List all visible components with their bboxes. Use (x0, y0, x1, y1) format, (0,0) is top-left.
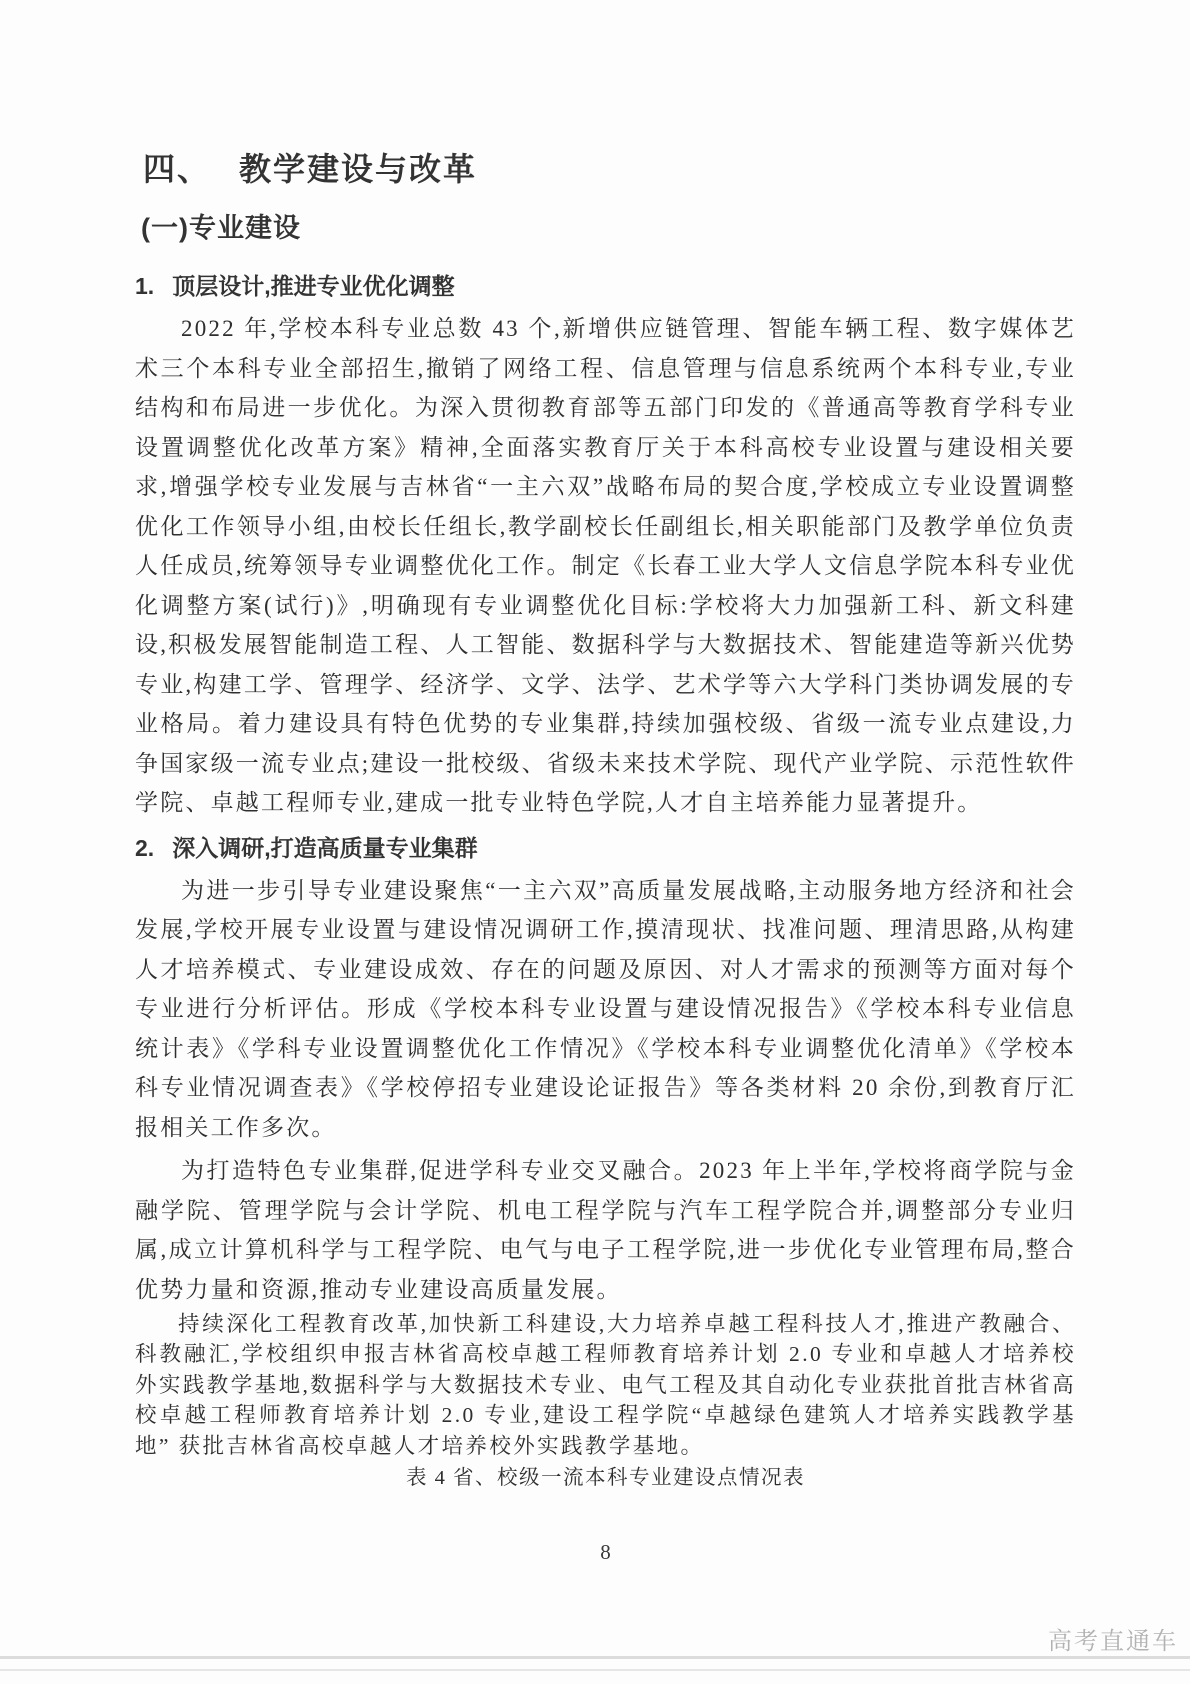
table-caption: 表 4 省、校级一流本科专业建设点情况表 (406, 1467, 805, 1490)
numbered-heading-1-text: 顶层设计,推进专业优化调整 (172, 273, 455, 299)
section-heading (143, 150, 1076, 188)
page-number: 8 (600, 1540, 611, 1564)
body-paragraph-4: 持续深化工程教育改革,加快新工科建设,大力培养卓越工程科技人才,推进产教融合、科教融汇,学校组织申报吉林省高校卓越工程师教育培养计划 2.0 专业和卓越人才培养校外实践教学基地,数据科学与大数据技术专业、电气工程及其自动化专业获批首批吉林省高校卓越工程师教育培养计划 2.0 专业,建设工程学院“卓越绿色建筑人才培养实践教学基地” 获批吉林省高校卓越人才培养校外实践教学基地。 (135, 1312, 1076, 1458)
footer-divider-line-bottom (0, 1669, 1190, 1671)
numbered-heading-2-text: 深入调研,打造高质量专业集群 (172, 834, 478, 861)
body-paragraph-2: 为进一步引导专业建设聚焦“一主六双”高质量发展战略,主动服务地方经济和社会发展,学校开展专业设置与建设情况调研工作,摸清现状、找准问题、理清思路,从构建人才培养模式、专业建设成效、存在的问题及原因、对人才需求的预测等方面对每个专业进行分析评估。形成《学校本科专业设置与建设情况报告》《学校本科专业信息统计表》《学科专业设置调整优化工作情况》《学校本科专业调整优化清单》《学校本科专业情况调查表》《学校停招专业建设论证报告》等各类材料 20 余份,到教育厅汇报相关工作多次。 (135, 877, 1076, 1140)
numbered-heading-2 (135, 833, 1076, 863)
numbered-heading-2-number: 2. (135, 834, 155, 861)
body-paragraph-3: 为打造特色专业集群,促进学科专业交叉融合。2023 年上半年,学校将商学院与金融学院、管理学院与会计学院、机电工程学院与汽车工程学院合并,调整部分专业归属,成立计算机科学与工程学院、电气与电子工程学院,进一步优化专业管理布局,整合优势力量和资源,推动专业建设高质量发展。 (135, 1158, 1076, 1302)
subsection-heading: (一)专业建设 (141, 213, 301, 243)
footer-divider-line-top (0, 1656, 1190, 1659)
watermark: 高考直通车 (1048, 1628, 1178, 1655)
numbered-heading-1 (135, 271, 1076, 301)
document-content (135, 150, 1076, 1493)
section-heading-title: 教学建设与改革 (239, 151, 478, 187)
numbered-heading-1-number: 1. (135, 273, 155, 299)
body-paragraph-1: 2022 年,学校本科专业总数 43 个,新增供应链管理、智能车辆工程、数字媒体艺术三个本科专业全部招生,撤销了网络工程、信息管理与信息系统两个本科专业,专业结构和布局进一步优化。为深入贯彻教育部等五部门印发的《普通高等教育学科专业设置调整优化改革方案》精神,全面落实教育厅关于本科高校专业设置与建设相关要求,增强学校专业发展与吉林省“一主六双”战略布局的契合度,学校成立专业设置调整优化工作领导小组,由校长任组长,教学副校长任副组长,相关职能部门及教学单位负责人任成员,统筹领导专业调整优化工作。制定《长春工业大学人文信息学院本科专业优化调整方案(试行)》,明确现有专业调整优化目标:学校将大力加强新工科、新文科建设,积极发展智能制造工程、人工智能、数据科学与大数据技术、智能建造等新兴优势专业,构建工学、管理学、经济学、文学、法学、艺术学等六大学科门类协调发展的专业格局。着力建设具有特色优势的专业集群,持续加强校级、省级一流专业点建设,力争国家级一流专业点;建设一批校级、省级未来技术学院、现代产业学院、示范性软件学院、卓越工程师专业,建成一批专业特色学院,人才自主培养能力显著提升。 (135, 316, 1076, 815)
section-heading-marker: 四、 (143, 151, 212, 187)
